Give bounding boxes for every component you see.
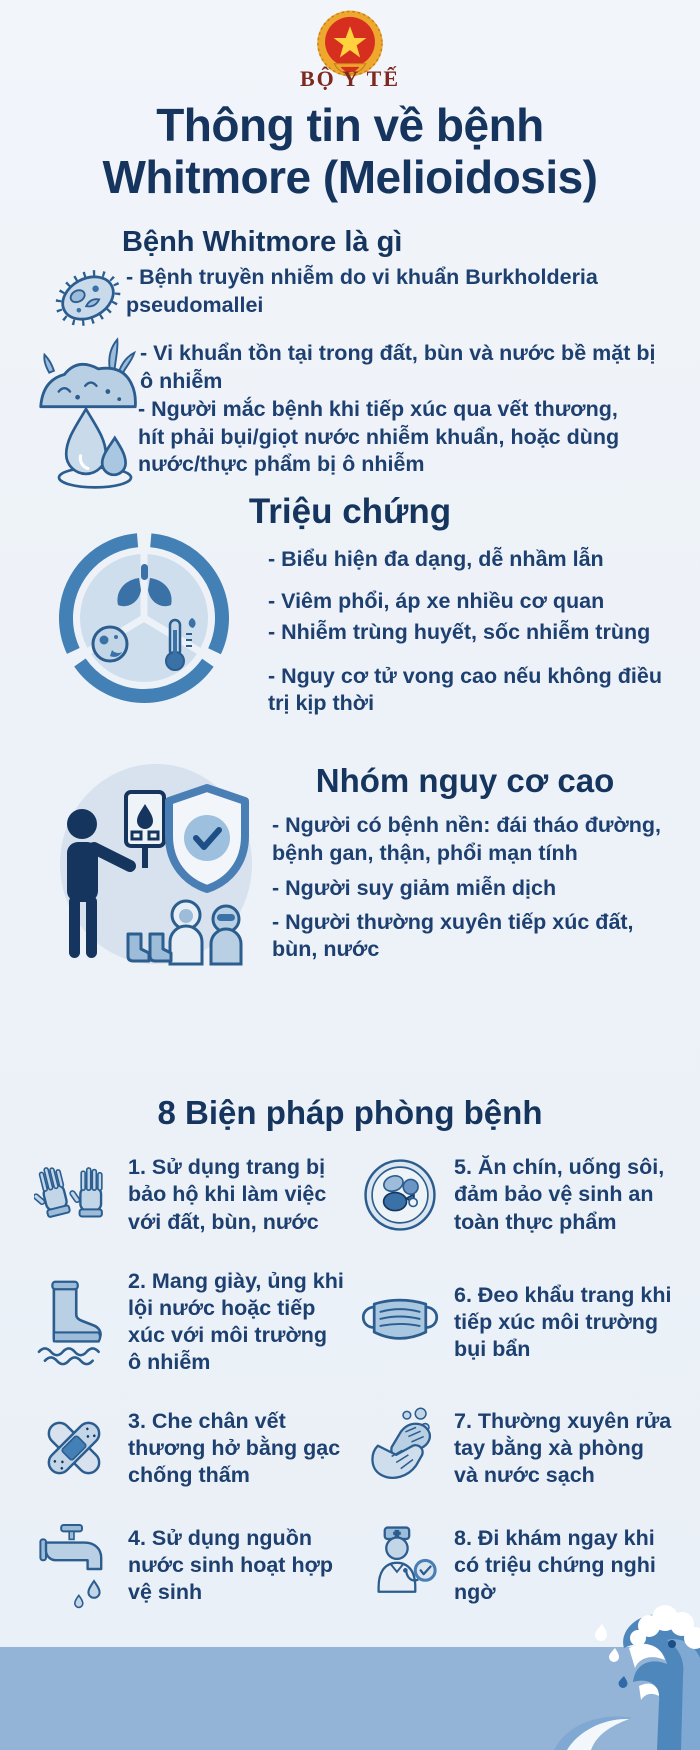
symptoms-wheel-icon xyxy=(54,528,234,708)
prevention-text-8: 8. Đi khám ngay khi có triệu chứng nghi ngờ xyxy=(454,1525,656,1604)
shield-check-icon xyxy=(169,788,245,889)
risk-list xyxy=(272,812,672,964)
symptom-bullet-4: - Nguy cơ tử vong cao nếu không điều trị kịp thời xyxy=(268,663,662,716)
prevention-text-1: 1. Sử dụng trang bị bảo hộ khi làm việc với đất, bùn, nước xyxy=(128,1155,327,1234)
section-prevention-heading: 8 Biện pháp phòng bệnh xyxy=(157,1094,543,1131)
face-mask-icon xyxy=(356,1293,444,1351)
faucet-icon xyxy=(30,1520,118,1610)
bacteria-icon xyxy=(42,252,134,344)
ocean-wave-icon xyxy=(499,1600,700,1750)
hand-washing-icon xyxy=(356,1406,444,1490)
risk-bullet-2: - Người suy giảm miễn dịch xyxy=(272,876,557,901)
boot-icon xyxy=(30,1274,118,1370)
prevention-item-8 xyxy=(356,1520,672,1610)
prevention-text-5: 5. Ăn chín, uống sôi, đảm bảo vệ sinh an toàn thực phẩm xyxy=(454,1155,665,1234)
prevention-item-4 xyxy=(30,1520,346,1610)
prevention-item-3 xyxy=(30,1406,346,1490)
prevention-grid xyxy=(30,1152,672,1610)
prevention-text-4: 4. Sử dụng nguồn nước sinh hoạt hợp vệ sinh xyxy=(128,1525,333,1604)
food-plate-icon xyxy=(356,1154,444,1236)
symptom-bullet-3: - Nhiễm trùng huyết, sốc nhiễm trùng xyxy=(268,620,651,645)
prevention-text-2: 2. Mang giày, ủng khi lội nước hoặc tiếp xúc với môi trường ô nhiễm xyxy=(128,1269,344,1375)
symptom-bullet-1: - Biểu hiện đa dạng, dễ nhầm lẫn xyxy=(268,547,604,571)
what-bullet-1: - Bệnh truyền nhiễm do vi khuẩn Burkholderia pseudomallei xyxy=(126,265,598,317)
risk-bullet-3: - Người thường xuyên tiếp xúc đất, bùn, nước xyxy=(272,909,634,962)
prevention-text-3: 3. Che chân vết thương hở bằng gạc chống thấm xyxy=(128,1408,341,1487)
risk-group-icon xyxy=(44,752,262,970)
prevention-item-7 xyxy=(356,1406,672,1490)
prevention-item-2 xyxy=(30,1268,346,1376)
prevention-item-1 xyxy=(30,1152,346,1238)
symptom-list xyxy=(268,546,663,718)
page-title-line1: Thông tin về bệnh xyxy=(156,99,544,151)
ministry-name: BỘ Y TẾ xyxy=(300,66,400,91)
what-bullet-2: - Vi khuẩn tồn tại trong đất, bùn và nước bề mặt bị ô nhiễm xyxy=(140,341,656,393)
prevention-item-5 xyxy=(356,1152,672,1238)
prevention-text-6: 6. Đeo khẩu trang khi tiếp xúc môi trường bụi bẩn xyxy=(454,1282,672,1361)
section-symptoms-heading: Triệu chứng xyxy=(248,492,452,531)
section-what-heading: Bệnh Whitmore là gì xyxy=(122,226,403,258)
water-drops-icon xyxy=(50,400,140,492)
cell-icon xyxy=(93,627,127,661)
page-title-line2: Whitmore (Melioidosis) xyxy=(102,150,598,203)
gloves-icon xyxy=(30,1152,118,1238)
section-risk-heading: Nhóm nguy cơ cao xyxy=(315,762,615,799)
prevention-item-6 xyxy=(356,1268,672,1376)
page-title xyxy=(0,100,700,203)
bandage-icon xyxy=(30,1407,118,1489)
prevention-text-7: 7. Thường xuyên rửa tay bằng xà phòng và nước sạch xyxy=(454,1408,672,1487)
symptom-bullet-2: - Viêm phổi, áp xe nhiều cơ quan xyxy=(268,588,605,613)
doctor-icon xyxy=(356,1523,444,1607)
what-bullet-3: - Người mắc bệnh khi tiếp xúc qua vết thương, hít phải bụi/giọt nước nhiễm khuẩn, hoặc dùng nước/thực phẩm bị ô nhiễm xyxy=(138,397,620,477)
risk-bullet-1: - Người có bệnh nền: đái tháo đường, bệnh gan, thận, phổi mạn tính xyxy=(272,813,661,865)
